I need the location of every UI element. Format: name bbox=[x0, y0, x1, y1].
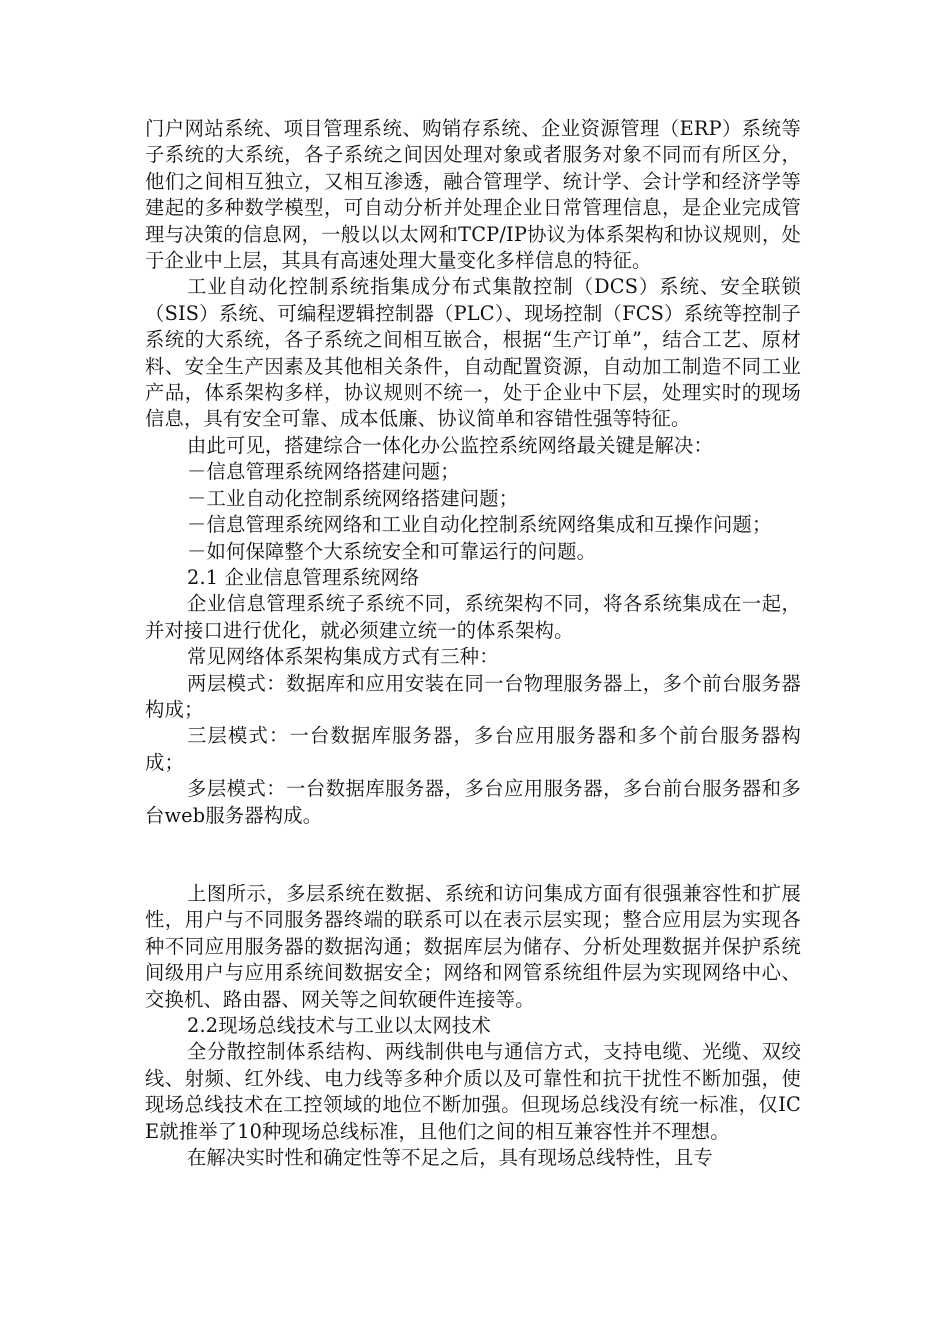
paragraph-three-tier: 三层模式：一台数据库服务器，多台应用服务器和多个前台服务器构成； bbox=[145, 724, 801, 774]
paragraph-multi-tier: 多层模式：一台数据库服务器，多台应用服务器，多台前台服务器和多台web服务器构成。 bbox=[145, 777, 801, 827]
section-heading-2-2: 2.2现场总线技术与工业以太网技术 bbox=[187, 1014, 491, 1037]
paragraph-erp-continuation: 门户网站系统、项目管理系统、购销存系统、企业资源管理（ERP）系统等子系统的大系统，各子系统之间因处理对象或者服务对象不同而有所区分，他们之间相互独立，又相互渗透，融合管理学、统计学、会计学和经济学等建起的多种数学模型，可自动分析并处理企业日常管理信息，是企业完成管理与决策的信息网，一般以以太网和TCP/IP协议为体系架构和协议规则，处于企业中上层，其具有高速处理大量变化多样信息的特征。 bbox=[145, 117, 801, 273]
document-body bbox=[145, 116, 801, 1171]
paragraph-three-modes-intro: 常见网络体系架构集成方式有三种： bbox=[187, 645, 499, 669]
paragraph-unified-architecture: 企业信息管理系统子系统不同，系统架构不同，将各系统集成在一起，并对接口进行优化，就必须建立统一的体系架构。 bbox=[145, 592, 801, 642]
list-item-security: －如何保障整个大系统安全和可靠运行的问题。 bbox=[187, 539, 597, 563]
paragraph-figure-description: 上图所示，多层系统在数据、系统和访问集成方面有很强兼容性和扩展性，用户与不同服务器终端的联系可以在表示层实现；整合应用层为实现各种不同应用服务器的数据沟通；数据库层为储存、分析处理数据并保护系统间级用户与应用系统间数据安全；网络和网管系统组件层为实现网络中心、交换机、路由器、网关等之间软硬件连接等。 bbox=[145, 881, 801, 1011]
list-item-control-network: －工业自动化控制系统网络搭建问题； bbox=[187, 486, 519, 510]
paragraph-key-issues-intro: 由此可见，搭建综合一体化办公监控系统网络最关键是解决： bbox=[187, 433, 713, 457]
list-item-info-network: －信息管理系统网络搭建问题； bbox=[187, 460, 460, 484]
paragraph-industrial-control: 工业自动化控制系统指集成分布式集散控制（DCS）系统、安全联锁（SIS）系统、可编程逻辑控制器（PLC）、现场控制（FCS）系统等控制子系统的大系统，各子系统之间相互嵌合，根据“生产订单”，结合工艺、原材料、安全生产因素及其他相关条件，自动配置资源，自动加工制造不同工业产品，体系架构多样，协议规则不统一，处于企业中下层，处理实时的现场信息，具有安全可靠、成本低廉、协议简单和容错性强等特征。 bbox=[145, 275, 801, 431]
list-item-integration: －信息管理系统网络和工业自动化控制系统网络集成和互操作问题； bbox=[187, 513, 772, 537]
paragraph-two-tier: 两层模式：数据库和应用安装在同一台物理服务器上，多个前台服务器构成； bbox=[145, 671, 801, 721]
paragraph-realtime: 在解决实时性和确定性等不足之后，具有现场总线特性，且专 bbox=[187, 1146, 713, 1170]
figure-placeholder-gap bbox=[145, 829, 801, 881]
paragraph-fieldbus: 全分散控制体系结构、两线制供电与通信方式，支持电缆、光缆、双绞线、射频、红外线、电力线等多种介质以及可靠性和抗干扰性不断加强，使现场总线技术在工控领域的地位不断加强。但现场总线没有统一标准，仅ICE就推举了10种现场总线标准，且他们之间的相互兼容性并不理想。 bbox=[145, 1040, 801, 1143]
section-heading-2-1: 2.1 企业信息管理系统网络 bbox=[187, 565, 420, 589]
